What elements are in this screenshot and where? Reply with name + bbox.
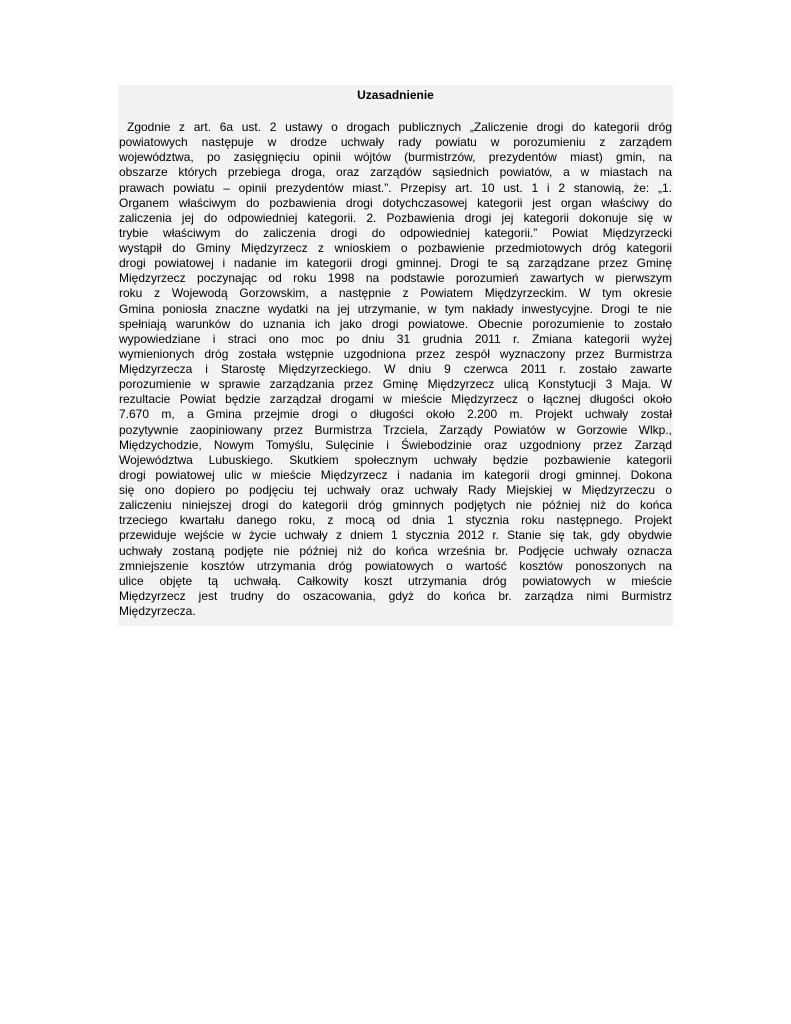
paragraph-line: zaliczeniu niniejszej drogi do kategorii dróg gminnych podjętych nie później niż do końca <box>119 498 672 513</box>
paragraph-line: Gmina poniosła znaczne wydatki na jej utrzymanie, w tym nakłady inwestycyjne. Drogi te nie <box>119 301 672 316</box>
paragraph-line: pozytywnie zaopiniowany przez Burmistrza Trzciela, Zarządy Powiatów w Gorzowie Wlkp., <box>119 422 672 437</box>
paragraph-line: województwa, po zasięgnięciu opinii wójtów (burmistrzów, prezydentów miast) gmin, na <box>119 150 672 165</box>
document-title: Uzasadnienie <box>357 88 434 102</box>
paragraph-line: Zgodnie z art. 6a ust. 2 ustawy o drogach publicznych „Zaliczenie drogi do kategorii dróg <box>127 120 672 134</box>
paragraph-line: wypowiedziane i straci ono moc po dniu 31 grudnia 2011 r. Zmiana kategorii wyżej <box>119 331 672 346</box>
paragraph-line: Międzyrzecz poczynając od roku 1998 na podstawie porozumień zawartych w pierwszym <box>119 271 672 286</box>
paragraph-line: trybie właściwym do zaliczenia drogi do odpowiedniej kategorii.” Powiat Międzyrzecki <box>119 225 672 240</box>
paragraph-line: się ono dopiero po podjęciu tej uchwały oraz uchwały Rady Miejskiej w Międzyrzeczu o <box>119 483 672 497</box>
paragraph-line: przewiduje wejście w życie uchwały z dniem 1 stycznia 2012 r. Stanie się tak, gdy obydwie <box>119 528 672 543</box>
paragraph-line: roku z Wojewodą Gorzowskim, a następnie z Powiatem Międzyrzeckim. W tym okresie <box>119 286 672 301</box>
paragraph-line: zaliczenia jej do odpowiedniej kategorii. 2. Pozbawienia drogi jej kategorii dokonuje się w <box>119 210 672 225</box>
paragraph-line: powiatowych następuje w drodze uchwały rady powiatu w porozumieniu z zarządem <box>119 135 672 150</box>
justification-paragraph <box>119 120 672 619</box>
paragraph-line: zmniejszenie kosztów utrzymania dróg powiatowych o wartość kosztów ponoszonych na <box>119 558 672 573</box>
paragraph-line: uchwały zostaną podjęte nie później niż do końca września br. Podjęcie uchwały oznacza <box>119 543 672 558</box>
paragraph-line: rezultacie Powiat będzie zarządzał drogami w mieście Międzyrzecz o łącznej długości około <box>119 392 672 407</box>
paragraph-line: wystąpił do Gminy Międzyrzecz z wnioskiem o pozbawienie przedmiotowych dróg kategorii <box>119 241 672 255</box>
paragraph-line: Organem właściwym do pozbawienia drogi dotychczasowej kategorii jest organ właściwy do <box>119 195 672 210</box>
paragraph-line: Międzychodzie, Nowym Tomyślu, Sulęcinie i Świebodzinie oraz uzgodniony przez Zarząd <box>119 437 672 452</box>
paragraph-line: trzeciego kwartału danego roku, z mocą od dnia 1 stycznia roku następnego. Projekt <box>119 513 672 528</box>
paragraph-line: ulice objęte tą uchwałą. Całkowity koszt utrzymania dróg powiatowych w mieście <box>119 573 672 588</box>
paragraph-line: drogi powiatowej i nadanie im kategorii drogi gminnej. Drogi te są zarządzane przez Gminę <box>119 256 672 271</box>
paragraph-line: Międzyrzecz jest trudny do oszacowania, gdyż do końca br. zarządza nimi Burmistrz <box>119 588 672 603</box>
paragraph-line: drogi powiatowej ulic w mieście Międzyrzecz i nadania im kategorii drogi gminnej. Dokona <box>119 467 672 482</box>
paragraph-line: Województwa Lubuskiego. Skutkiem społecznym uchwały będzie pozbawienie kategorii <box>119 452 672 467</box>
paragraph-line: Międzyrzecza. <box>119 604 196 618</box>
justification-text-block <box>118 85 673 626</box>
paragraph-line: Międzyrzecza i Starostę Międzyrzeckiego. W dniu 9 czerwca 2011 r. zostało zawarte <box>119 362 672 376</box>
paragraph-line: 7.670 m, a Gmina przejmie drogi o długości około 2.200 m. Projekt uchwały został <box>119 407 672 422</box>
paragraph-line: obszarze których przebiega droga, oraz zarządów sąsiednich powiatów, a w miastach na <box>119 165 672 180</box>
paragraph-line: porozumienie w sprawie zarządzania przez Gminę Międzyrzecz ulicą Konstytucji 3 Maja. W <box>119 377 672 392</box>
paragraph-line: wymienionych dróg została wstępnie uzgodniona przez zespół wyznaczony przez Burmistrza <box>119 346 672 361</box>
paragraph-line: prawach powiatu – opinii prezydentów miast.”. Przepisy art. 10 ust. 1 i 2 stanowią, że: „1. <box>119 180 672 195</box>
paragraph-line: spełniają warunków do uznania ich jako drogi powiatowe. Obecnie porozumienie to zostało <box>119 316 672 331</box>
